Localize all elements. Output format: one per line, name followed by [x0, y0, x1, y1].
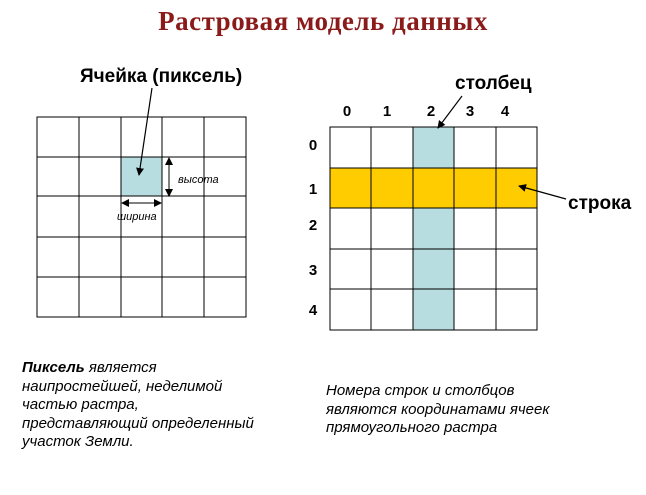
column-index-3: 3	[465, 103, 475, 120]
pixel-description-text: является наипростейшей, неделимой частью растра, представляющий определенный участок Земли.	[22, 359, 254, 450]
coordinates-description: Номера строк и столбцов являются координатами ячеек прямоугольного растра	[326, 382, 550, 436]
column-pointer-arrow	[438, 96, 462, 128]
column-index-4: 4	[500, 103, 510, 120]
column-index-0: 0	[342, 103, 352, 120]
row-index-4: 4	[308, 302, 318, 319]
row-label: строка	[568, 193, 632, 214]
cell-label: Ячейка (пиксель)	[80, 66, 243, 87]
column-label: столбец	[455, 73, 532, 94]
height-label: высота	[178, 174, 219, 186]
row-index-2: 2	[308, 217, 318, 234]
pixel-description	[22, 359, 262, 452]
column-index-2: 2	[426, 103, 436, 120]
highlighted-cell	[121, 157, 162, 196]
pixel-term: Пиксель	[22, 359, 85, 376]
highlighted-column	[413, 127, 454, 330]
width-label: ширина	[117, 211, 157, 223]
page-title: Растровая модель данных	[158, 6, 488, 36]
row-index-3: 3	[308, 262, 318, 279]
highlighted-row	[330, 168, 537, 208]
row-index-0: 0	[308, 137, 318, 154]
column-index-1: 1	[382, 103, 392, 120]
right-grid	[330, 127, 537, 330]
row-index-1: 1	[308, 181, 318, 198]
